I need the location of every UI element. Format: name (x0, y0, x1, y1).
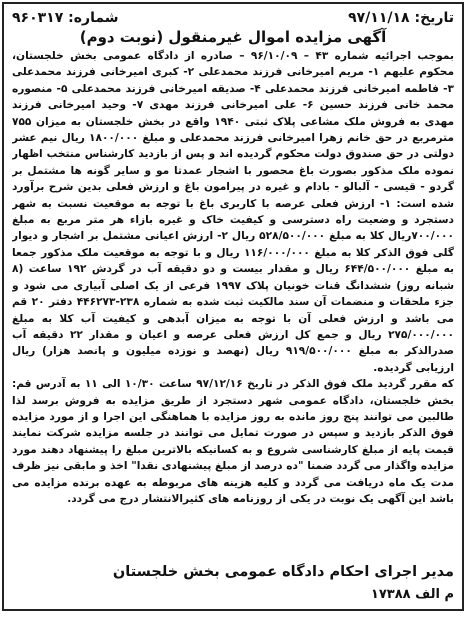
notice-frame (2, 2, 464, 611)
notice-date: تاریخ: ۹۷/۱۱/۱۸ (348, 10, 454, 26)
notice-number: شماره: ۹۶۰۳۱۷ (12, 10, 119, 26)
notice-code: م الف ۱۷۳۸۸ (370, 587, 454, 602)
notice-body (12, 48, 454, 556)
notice-paragraph-1: بموجب اجرائیه شماره ۴۳ – ۹۶/۱۰/۰۹ – صادره از دادگاه عمومی بخش خلجستان، محکوم علیهم ۱- مریم امیرخانی فرزند محمدعلی ۲- کبری امیرخانی فرزند محمدعلی ۳- فاطمه امیرخانی فرزند محمدعلی ۴- صدیقه امیرخانی فرزند محمدعلی ۵- منصوره محمد خانی فرزند حسین ۶- علی امیرخانی فرزند مهدی ۷- وحید امیرخانی فرزند مهدی به فروش ملک مشاعی پلاک ثبتی ۱۹۴۰ واقع در بخش خلجستان به میزان ۷۵۵ مترمربع در حق خانم زهرا امیرخانی فرزند محمدعلی و مبلغ ۱۸۰۰/۰۰۰ ریال نیم عشر دولتی در حق صندوق دولت محکوم گردیده اند و پس از بازدید کارشناس منتخب اظهار نموده ملک مذکور بصورت باغ محصور با اشجار عمدتا مو و سایر گونه ها مشتمل بر گردو - قیسی - آلبالو - بادام و غیره در پیرامون باغ و ارزش فعلی بدین شرح برآورد شده است: ۱- ارزش فعلی عرصه با کاربری باغ با توجه به موقعیت نسبت به شهر دستجرد و وضعیت راه دسترسی و کیفیت خاک و غیره بازاء هر متر مربع به مبلغ ۷۰۰/۰۰۰ریال کلا به مبلغ ۵۲۸/۵۰۰/۰۰۰ ریال ۲- ارزش اعیانی مشتمل بر اشجار و دیوار گلی فوق الذکر کلا به مبلغ ۱۱۶/۰۰۰/۰۰۰ ریال و با توجه به موقعیت ملک مذکور جمعا به مبلغ ۶۴۴/۵۰۰/۰۰۰ ریال و مقدار بیست و دو دقیقه آب در گردش ۱۹۲ ساعت (۸ شبانه روز) ششدانگ قنات خونیان پلاک ۱۹۹۷ فرعی از یک اصلی آبیاری می شود و جزء ملحقات و منضمات آن سند مالکیت ثبت شده به شماره ۲۳۸-۴۴۶۲۷۳ دفتر ۲۰ قم می باشد و ارزش فعلی آن با توجه به میزان آبدهی و کیفیت آب کلا به مبلغ ۲۷۵/۰۰۰/۰۰۰ ریال و جمع کل ارزش فعلی عرصه و اعیان و مقدار ۲۲ دقیقه آب صدرالذکر به مبلغ ۹۱۹/۵۰۰/۰۰۰ ریال (نهصد و نوزده میلیون و پانصد هزار) ریال ارزیابی گردیده. (12, 50, 454, 374)
notice-footer (12, 560, 454, 610)
issuer-signature: مدیر اجرای احکام دادگاه عمومی بخش خلجستان (112, 564, 454, 580)
notice-paragraph-2: که مقرر گردید ملک فوق الذکر در تاریخ ۹۷/۱۲/۱۶ ساعت ۱۰/۳۰ الی ۱۱ به آدرس قم: بخش خلجستان، دادگاه عمومی شهر دستجرد از طریق مزایده به فروش برسد لذا طالبین می توانند پنج روز مانده به روز مزایده با هماهنگی این اجرا و از مورد مزایده فوق الذکر بازدید و سپس در صورت تمایل می توانند در جلسه مزایده شرکت نمایند قیمت پایه از مبلغ کارشناسی شروع و به کسانیکه بالاترین مبلغ را پیشنهاد دهند مورد مزایده واگذار می گردد ضمنا "ده درصد از مبلغ پیشنهادی نقدا" اخذ و مابقی نیز ظرف مدت یک ماه دریافت می گردد و کلیه هزینه های مربوطه به عهده برنده مزایده می باشد این آگهی یک نوبت در یکی از روزنامه های کثیرالانتشار درج می گردد. (12, 378, 454, 505)
notice-title: آگهی مزایده اموال غیرمنقول (نوبت دوم) (79, 28, 387, 46)
notice-header (12, 8, 454, 28)
